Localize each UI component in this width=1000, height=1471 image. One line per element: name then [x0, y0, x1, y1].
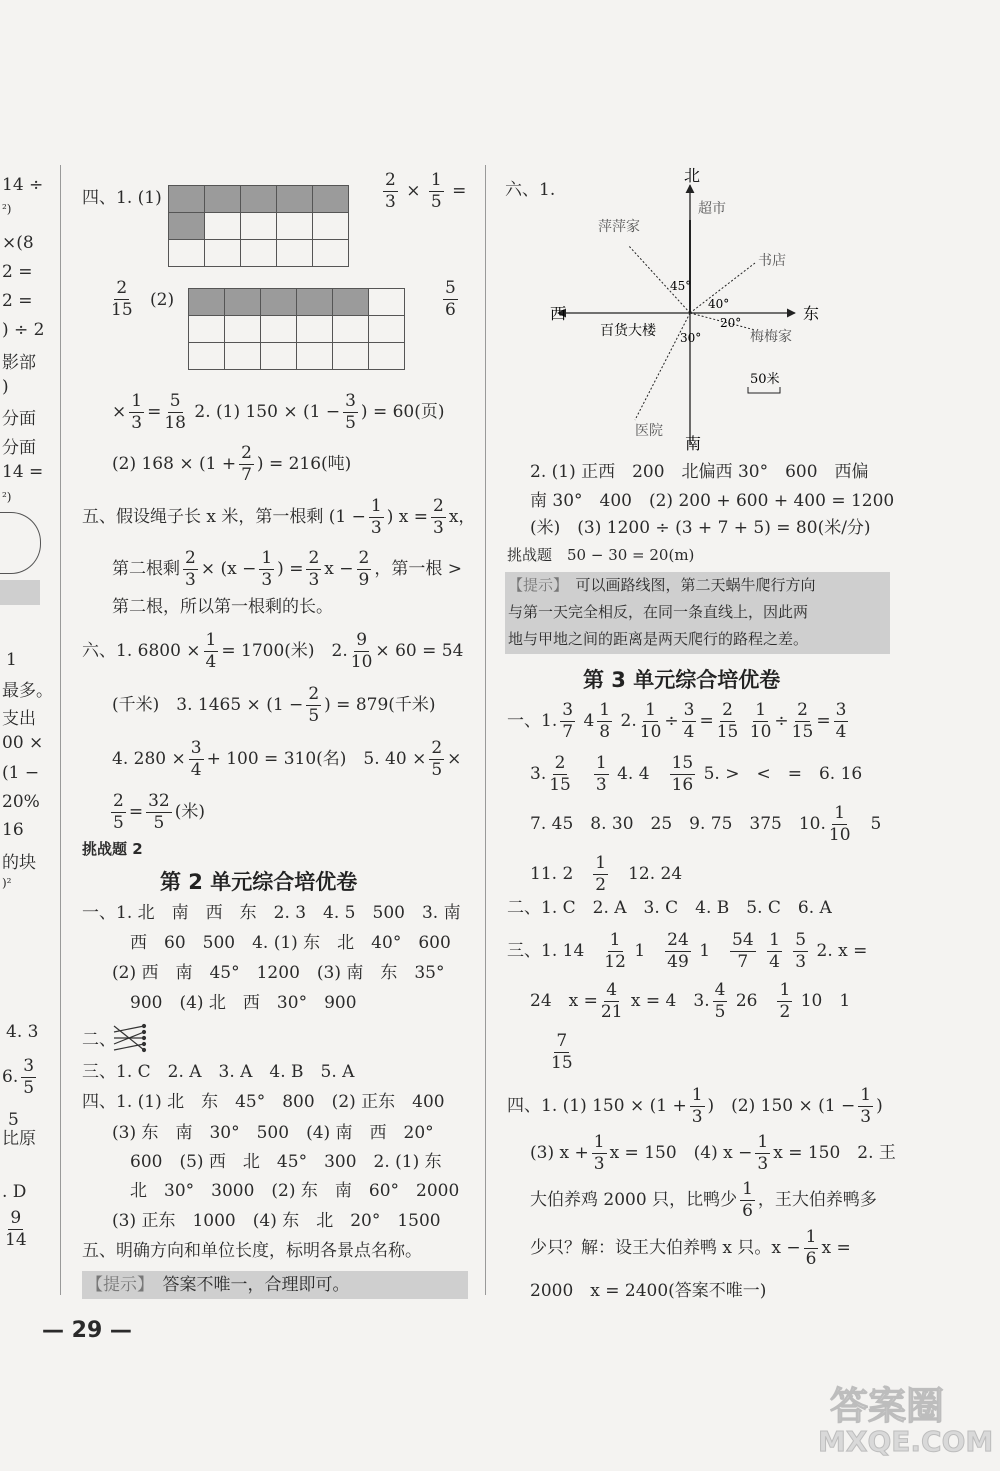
strip-text: ): [2, 377, 9, 397]
answer-line: 四、1. (1) 150 × (1 + $\frac{1}{3}$ ) (2) 150 × (1 − $\frac{1}{3}$ ): [507, 1085, 883, 1127]
strip-text: $\frac{9}{14}$: [5, 1208, 27, 1250]
hint: 地与甲地之间的距离是两天爬行的路程之差。: [508, 630, 809, 648]
answer-line: 第二根剩 $\frac{2}{3}$ × (x − $\frac{1}{3}$ ) = $\frac{2}{3}$ x − $\frac{2}{9}$ ，第一根 >: [112, 548, 463, 590]
strip-text: (1 −: [2, 763, 40, 783]
label-center: 百货大楼: [600, 323, 656, 339]
expression: $\frac{2}{3}$ × $\frac{1}{5}$ =: [385, 170, 467, 212]
hint: 【提示】 答案不唯一，合理即可。: [86, 1275, 350, 1295]
fraction: $\frac{2}{15}$: [111, 278, 133, 320]
column-divider: [60, 165, 61, 1295]
answer-line: 7. 45 8. 30 25 9. 75 375 10. $\frac{1}{10}$ 5: [530, 803, 882, 845]
challenge-label: 挑战题 2: [82, 840, 143, 858]
strip-text: 5: [8, 1110, 19, 1130]
strip-text: 1: [6, 650, 17, 670]
answer-line: 一、1. 北 南 西 东 2. 3 4. 5 500 3. 南: [82, 903, 461, 923]
strip-text: 最多。: [2, 681, 53, 701]
answer-line: (2) 168 × (1 + $\frac{2}{7}$ ) = 216(吨): [112, 443, 352, 485]
answer-line: $\frac{7}{15}$: [551, 1031, 573, 1073]
answer-line: 三、1. 14 $\frac{1}{12}$ 1 $\frac{24}{49}$ 1 $\frac{54}{7}$ $\frac{1}{4}$ $\frac{5}{3}$ 2. x =: [507, 930, 868, 972]
column-divider: [485, 165, 486, 1295]
fraction: $\frac{5}{6}$: [445, 278, 456, 320]
strip-text: ) ÷ 2: [2, 320, 45, 340]
strip-text: 14 =: [2, 462, 44, 482]
answer-line: 南 30° 400 (2) 200 + 600 + 400 = 1200: [530, 491, 895, 511]
answer-line: 900 (4) 北 西 30° 900: [130, 993, 357, 1013]
label-supermarket: 超市: [698, 201, 726, 217]
strip-text: 16: [2, 820, 24, 840]
strip-text: 14 ÷: [2, 175, 44, 195]
strip-text: 2 =: [2, 291, 33, 311]
page-number: — 29 —: [42, 1318, 132, 1343]
strip-text: 4. 3: [6, 1022, 39, 1042]
answer-line: 四、1. (1) 北 东 45° 800 (2) 正东 400: [82, 1092, 445, 1112]
angle-40: 40°: [708, 297, 730, 311]
question-label: 二、: [82, 1030, 116, 1050]
label-east: 东: [803, 304, 820, 323]
watermark-url: MXQE.COM: [818, 1425, 994, 1458]
grid-figure-1: [168, 185, 349, 267]
scale-label: 50米: [750, 372, 780, 387]
label-meimei: 梅梅家: [750, 329, 792, 345]
unit2-title: 第 2 单元综合培优卷: [160, 870, 358, 894]
scale-bar: [748, 387, 780, 393]
strip-text: 分面: [2, 409, 36, 429]
answer-line: 北 30° 3000 (2) 东 南 60° 2000: [130, 1181, 460, 1201]
answer-line: 一、1. $\frac{3}{7}$ 4 $\frac{1}{8}$ 2. $\frac{1}{10}$ ÷ $\frac{3}{4}$ = $\frac{2}{15}$ $\frac{1}{10}$ ÷ $\frac{2}{15}$ = $\frac{3}{4}$: [507, 700, 847, 742]
unit3-title: 第 3 单元综合培优卷: [583, 668, 781, 692]
answer-line: 六、1. 6800 × $\frac{1}{4}$ = 1700(米) 2. $\frac{9}{10}$ × 60 = 54: [82, 630, 464, 672]
question-label: 四、1. (1): [82, 188, 162, 208]
question-label: 六、1.: [505, 180, 556, 200]
answer-line: (3) 正东 1000 (4) 东 北 20° 1500: [112, 1211, 441, 1231]
answer-line: 2000 x = 2400(答案不唯一): [530, 1281, 767, 1301]
answer-line: (米) (3) 1200 ÷ (3 + 7 + 5) = 80(米/分): [530, 518, 871, 538]
hint: 【提示】 可以画路线图，第二天蜗牛爬行方向: [508, 576, 816, 594]
answer-line: 少只？解：设王大伯养鸭 x 只。x − $\frac{1}{6}$ x =: [530, 1227, 851, 1269]
answer-line: 五、假设绳子长 x 米，第一根剩 (1 − $\frac{1}{3}$ ) x = $\frac{2}{3}$ x，: [82, 496, 476, 538]
strip-text: 2 =: [2, 262, 33, 282]
answer-line: 600 (5) 西 北 45° 300 2. (1) 东: [130, 1152, 442, 1172]
strip-text: 比原: [2, 1129, 36, 1149]
watermark-logo: 答案圈: [830, 1384, 945, 1428]
label-south: 南: [685, 434, 702, 453]
answer-line: 第二根，所以第一根剩的长。: [112, 597, 333, 617]
answer-line: 2. (1) 正西 200 北偏西 30° 600 西偏: [530, 462, 869, 482]
strip-text: ×(8: [2, 233, 34, 253]
answer-line: 三、1. C 2. A 3. A 4. B 5. A: [82, 1062, 355, 1082]
angle-45: 45°: [670, 279, 692, 293]
answer-line: (2) 西 南 45° 1200 (3) 南 东 35°: [112, 963, 445, 983]
answer-line: × $\frac{1}{3}$ = $\frac{5}{18}$ 2. (1) 150 × (1 − $\frac{3}{5}$ ) = 60(页): [112, 391, 445, 433]
label-bookstore: 书店: [758, 253, 786, 269]
answer-line: 4. 280 × $\frac{3}{4}$ + 100 = 310(名) 5. 40 × $\frac{2}{5}$ ×: [112, 738, 462, 780]
strip-text: ²): [2, 202, 12, 216]
label-home: 萍萍家: [598, 219, 640, 235]
strip-text: 支出: [2, 709, 36, 729]
hint: 与第一天完全相反，在同一条直线上，因此两: [508, 603, 809, 621]
answer-line: 24 x = $\frac{4}{21}$ x = 4 3. $\frac{4}{5}$ 26 $\frac{1}{2}$ 10 1: [530, 980, 851, 1022]
strip-text: 6. $\frac{3}{5}$: [2, 1056, 35, 1098]
answer-line: 五、明确方向和单位长度，标明各景点名称。: [82, 1241, 422, 1261]
strip-text: ²): [2, 490, 12, 504]
matching-lines-diagram: [110, 1022, 150, 1054]
answer-line: 11. 2 $\frac{1}{2}$ 12. 24: [530, 853, 683, 895]
challenge-line: 挑战题 50 − 30 = 20(m): [507, 546, 695, 564]
gray-bar: [0, 580, 40, 605]
answer-line: 二、1. C 2. A 3. C 4. B 5. C 6. A: [507, 898, 832, 918]
strip-text: 分面: [2, 438, 36, 458]
strip-text: . D: [2, 1182, 27, 1202]
answer-line: 大伯养鸡 2000 只，比鸭少 $\frac{1}{6}$ ，王大伯养鸭多: [530, 1179, 877, 1221]
grid-figure-2: [188, 288, 405, 370]
question-label: (2): [150, 290, 175, 310]
answer-line: (3) x + $\frac{1}{3}$ x = 150 (4) x − $\frac{1}{3}$ x = 150 2. 王: [530, 1132, 896, 1174]
stamp-decoration: [0, 512, 41, 574]
label-hospital: 医院: [635, 423, 663, 439]
direction-map: [540, 165, 830, 455]
answer-line: (3) 东 南 30° 500 (4) 南 西 20°: [112, 1123, 434, 1143]
strip-text: )²: [2, 876, 12, 890]
label-west: 西: [550, 304, 567, 323]
label-north: 北: [684, 166, 701, 185]
angle-30: 30°: [680, 331, 702, 345]
answer-line: 3. $\frac{2}{15}$ $\frac{1}{3}$ 4. 4 $\frac{15}{16}$ 5. > < = 6. 16: [530, 753, 863, 795]
strip-text: 的块: [2, 853, 36, 873]
strip-text: 00 ×: [2, 733, 44, 753]
angle-20: 20°: [720, 316, 742, 330]
answer-line: 西 60 500 4. (1) 东 北 40° 600: [130, 933, 451, 953]
answer-line: (千米) 3. 1465 × (1 − $\frac{2}{5}$ ) = 879(千米): [112, 684, 436, 726]
strip-text: 20%: [2, 792, 40, 812]
answer-line: $\frac{2}{5}$ = $\frac{32}{5}$ (米): [113, 791, 205, 833]
strip-text: 影部: [2, 353, 36, 373]
